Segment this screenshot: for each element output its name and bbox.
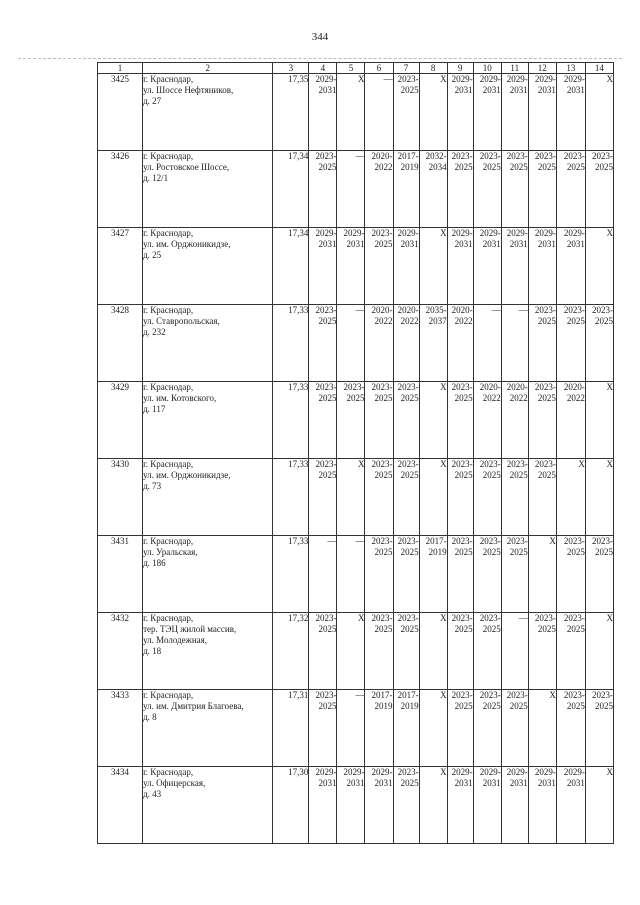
value-cell: 17,33 xyxy=(273,382,309,459)
period-cell: X xyxy=(585,382,613,459)
period-cell: — xyxy=(501,305,528,382)
period-cell: 2020- 2022 xyxy=(473,382,501,459)
period-cell: 2023- 2025 xyxy=(585,536,613,613)
period-cell: 2029- 2031 xyxy=(309,74,337,151)
register-table xyxy=(97,62,614,844)
table-row xyxy=(98,459,614,536)
address-cell: г. Краснодар, ул. Ставропольская, д. 232 xyxy=(143,305,273,382)
value-cell: 17,35 xyxy=(273,74,309,151)
period-cell: 2020- 2022 xyxy=(501,382,528,459)
value-cell: 17,33 xyxy=(273,459,309,536)
period-cell: 2020- 2022 xyxy=(365,151,393,228)
period-cell: 2023- 2025 xyxy=(585,690,613,767)
period-cell: — xyxy=(337,305,365,382)
period-cell: 2029- 2031 xyxy=(473,767,501,844)
period-cell: 2023- 2025 xyxy=(309,305,337,382)
period-cell: 2029- 2031 xyxy=(447,74,473,151)
column-number: 2 xyxy=(143,63,273,74)
period-cell: 2023- 2025 xyxy=(528,613,556,690)
period-cell: X xyxy=(419,459,447,536)
column-number: 6 xyxy=(365,63,393,74)
period-cell: 2023- 2025 xyxy=(309,690,337,767)
period-cell: X xyxy=(528,690,556,767)
address-cell: г. Краснодар, ул. им. Орджоникидзе, д. 25 xyxy=(143,228,273,305)
period-cell: 2023- 2025 xyxy=(309,382,337,459)
period-cell: 2029- 2031 xyxy=(447,228,473,305)
period-cell: — xyxy=(337,151,365,228)
period-cell: 2023- 2025 xyxy=(365,536,393,613)
period-cell: 2023- 2025 xyxy=(365,382,393,459)
period-cell: 2023- 2025 xyxy=(393,74,419,151)
column-number: 10 xyxy=(473,63,501,74)
value-cell: 17,32 xyxy=(273,613,309,690)
period-cell: X xyxy=(528,536,556,613)
period-cell: 2029- 2031 xyxy=(337,767,365,844)
period-cell: X xyxy=(337,74,365,151)
period-cell: 2023- 2025 xyxy=(393,382,419,459)
period-cell: — xyxy=(337,690,365,767)
period-cell: X xyxy=(585,459,613,536)
table-row xyxy=(98,151,614,228)
period-cell: 2023- 2025 xyxy=(501,151,528,228)
value-cell: 17,34 xyxy=(273,228,309,305)
column-number: 13 xyxy=(556,63,585,74)
period-cell: — xyxy=(337,536,365,613)
column-number: 9 xyxy=(447,63,473,74)
period-cell: 2029- 2031 xyxy=(309,228,337,305)
period-cell: 2023- 2025 xyxy=(393,459,419,536)
period-cell: X xyxy=(337,459,365,536)
period-cell: 2023- 2025 xyxy=(556,305,585,382)
period-cell: 2023- 2025 xyxy=(447,382,473,459)
value-cell: 17,34 xyxy=(273,151,309,228)
column-number: 5 xyxy=(337,63,365,74)
address-cell: г. Краснодар, ул. Уральская, д. 186 xyxy=(143,536,273,613)
period-cell: — xyxy=(501,613,528,690)
column-number: 14 xyxy=(585,63,613,74)
period-cell: 2023- 2025 xyxy=(528,305,556,382)
column-number: 11 xyxy=(501,63,528,74)
period-cell: 2023- 2025 xyxy=(501,536,528,613)
period-cell: 2023- 2025 xyxy=(365,459,393,536)
period-cell: 2023- 2025 xyxy=(473,459,501,536)
period-cell: X xyxy=(419,228,447,305)
period-cell: 2023- 2025 xyxy=(528,382,556,459)
period-cell: 2017- 2019 xyxy=(393,151,419,228)
period-cell: 2023- 2025 xyxy=(556,613,585,690)
column-number: 12 xyxy=(528,63,556,74)
period-cell: 2029- 2031 xyxy=(501,767,528,844)
row-number: 3426 xyxy=(98,151,143,228)
address-cell: г. Краснодар, ул. Ростовское Шоссе, д. 12/1 xyxy=(143,151,273,228)
period-cell: X xyxy=(337,613,365,690)
address-cell: г. Краснодар, ул. им. Дмитрия Благоева, д. 8 xyxy=(143,690,273,767)
period-cell: 2029- 2031 xyxy=(556,767,585,844)
period-cell: X xyxy=(419,613,447,690)
period-cell: 2029- 2031 xyxy=(501,228,528,305)
value-cell: 17,30 xyxy=(273,767,309,844)
period-cell: 2029- 2031 xyxy=(528,74,556,151)
row-number: 3431 xyxy=(98,536,143,613)
column-number: 8 xyxy=(419,63,447,74)
row-number: 3430 xyxy=(98,459,143,536)
table-row xyxy=(98,382,614,459)
period-cell: 2023- 2025 xyxy=(528,151,556,228)
address-cell: г. Краснодар, ул. им. Орджоникидзе, д. 73 xyxy=(143,459,273,536)
table-row xyxy=(98,536,614,613)
period-cell: 2023- 2025 xyxy=(473,690,501,767)
period-cell: 2023- 2025 xyxy=(393,613,419,690)
period-cell: 2023- 2025 xyxy=(309,613,337,690)
period-cell: 2029- 2031 xyxy=(473,228,501,305)
period-cell: 2029- 2031 xyxy=(447,767,473,844)
value-cell: 17,33 xyxy=(273,305,309,382)
period-cell: 2029- 2031 xyxy=(528,228,556,305)
period-cell: 2029- 2031 xyxy=(556,228,585,305)
value-cell: 17,33 xyxy=(273,536,309,613)
address-cell: г. Краснодар, ул. Шоссе Нефтяников, д. 27 xyxy=(143,74,273,151)
period-cell: 2023- 2025 xyxy=(501,690,528,767)
period-cell: 2023- 2025 xyxy=(473,613,501,690)
period-cell: 2023- 2025 xyxy=(473,536,501,613)
period-cell: X xyxy=(419,690,447,767)
period-cell: 2020- 2022 xyxy=(556,382,585,459)
table-row xyxy=(98,613,614,690)
row-number: 3432 xyxy=(98,613,143,690)
top-divider xyxy=(18,58,622,59)
column-number-row xyxy=(98,63,614,74)
row-number: 3425 xyxy=(98,74,143,151)
table-row xyxy=(98,74,614,151)
period-cell: X xyxy=(419,767,447,844)
period-cell: 2023- 2025 xyxy=(528,459,556,536)
period-cell: 2029- 2031 xyxy=(337,228,365,305)
period-cell: X xyxy=(585,74,613,151)
address-cell: г. Краснодар, ул. им. Котовского, д. 117 xyxy=(143,382,273,459)
period-cell: 2023- 2025 xyxy=(337,382,365,459)
page-number: 344 xyxy=(311,31,329,43)
period-cell: 2023- 2025 xyxy=(473,151,501,228)
period-cell: X xyxy=(556,459,585,536)
row-number: 3428 xyxy=(98,305,143,382)
period-cell: 2017- 2019 xyxy=(393,690,419,767)
period-cell: 2023- 2025 xyxy=(585,151,613,228)
period-cell: 2023- 2025 xyxy=(556,536,585,613)
period-cell: — xyxy=(365,74,393,151)
register-table-body xyxy=(98,63,614,844)
period-cell: 2020- 2022 xyxy=(365,305,393,382)
period-cell: 2023- 2025 xyxy=(501,459,528,536)
row-number: 3429 xyxy=(98,382,143,459)
period-cell: X xyxy=(585,613,613,690)
period-cell: X xyxy=(585,228,613,305)
period-cell: 2023- 2025 xyxy=(585,305,613,382)
address-cell: г. Краснодар, тер. ТЭЦ жилой массив, ул. Молодежная, д. 18 xyxy=(143,613,273,690)
period-cell: 2029- 2031 xyxy=(473,74,501,151)
period-cell: 2017- 2019 xyxy=(365,690,393,767)
period-cell: X xyxy=(585,767,613,844)
period-cell: 2023- 2025 xyxy=(365,228,393,305)
column-number: 4 xyxy=(309,63,337,74)
period-cell: 2023- 2025 xyxy=(447,690,473,767)
period-cell: 2029- 2031 xyxy=(556,74,585,151)
column-number: 1 xyxy=(98,63,143,74)
period-cell: 2023- 2025 xyxy=(447,459,473,536)
table-row xyxy=(98,767,614,844)
row-number: 3427 xyxy=(98,228,143,305)
value-cell: 17,31 xyxy=(273,690,309,767)
period-cell: 2020- 2022 xyxy=(393,305,419,382)
period-cell: X xyxy=(419,382,447,459)
period-cell: 2020- 2022 xyxy=(447,305,473,382)
period-cell: 2023- 2025 xyxy=(556,690,585,767)
period-cell: 2023- 2025 xyxy=(393,767,419,844)
column-number: 3 xyxy=(273,63,309,74)
period-cell: 2023- 2025 xyxy=(447,151,473,228)
period-cell: 2023- 2025 xyxy=(447,536,473,613)
row-number: 3434 xyxy=(98,767,143,844)
column-number: 7 xyxy=(393,63,419,74)
period-cell: 2023- 2025 xyxy=(365,613,393,690)
period-cell: 2032- 2034 xyxy=(419,151,447,228)
period-cell: 2029- 2031 xyxy=(501,74,528,151)
table-row xyxy=(98,690,614,767)
address-cell: г. Краснодар, ул. Офицерская, д. 43 xyxy=(143,767,273,844)
period-cell: — xyxy=(473,305,501,382)
period-cell: X xyxy=(419,74,447,151)
period-cell: — xyxy=(309,536,337,613)
period-cell: 2029- 2031 xyxy=(365,767,393,844)
period-cell: 2017- 2019 xyxy=(419,536,447,613)
period-cell: 2023- 2025 xyxy=(556,151,585,228)
period-cell: 2023- 2025 xyxy=(393,536,419,613)
period-cell: 2023- 2025 xyxy=(447,613,473,690)
period-cell: 2029- 2031 xyxy=(309,767,337,844)
table-row xyxy=(98,305,614,382)
period-cell: 2023- 2025 xyxy=(309,151,337,228)
period-cell: 2029- 2031 xyxy=(528,767,556,844)
period-cell: 2029- 2031 xyxy=(393,228,419,305)
row-number: 3433 xyxy=(98,690,143,767)
period-cell: 2035- 2037 xyxy=(419,305,447,382)
table-row xyxy=(98,228,614,305)
period-cell: 2023- 2025 xyxy=(309,459,337,536)
